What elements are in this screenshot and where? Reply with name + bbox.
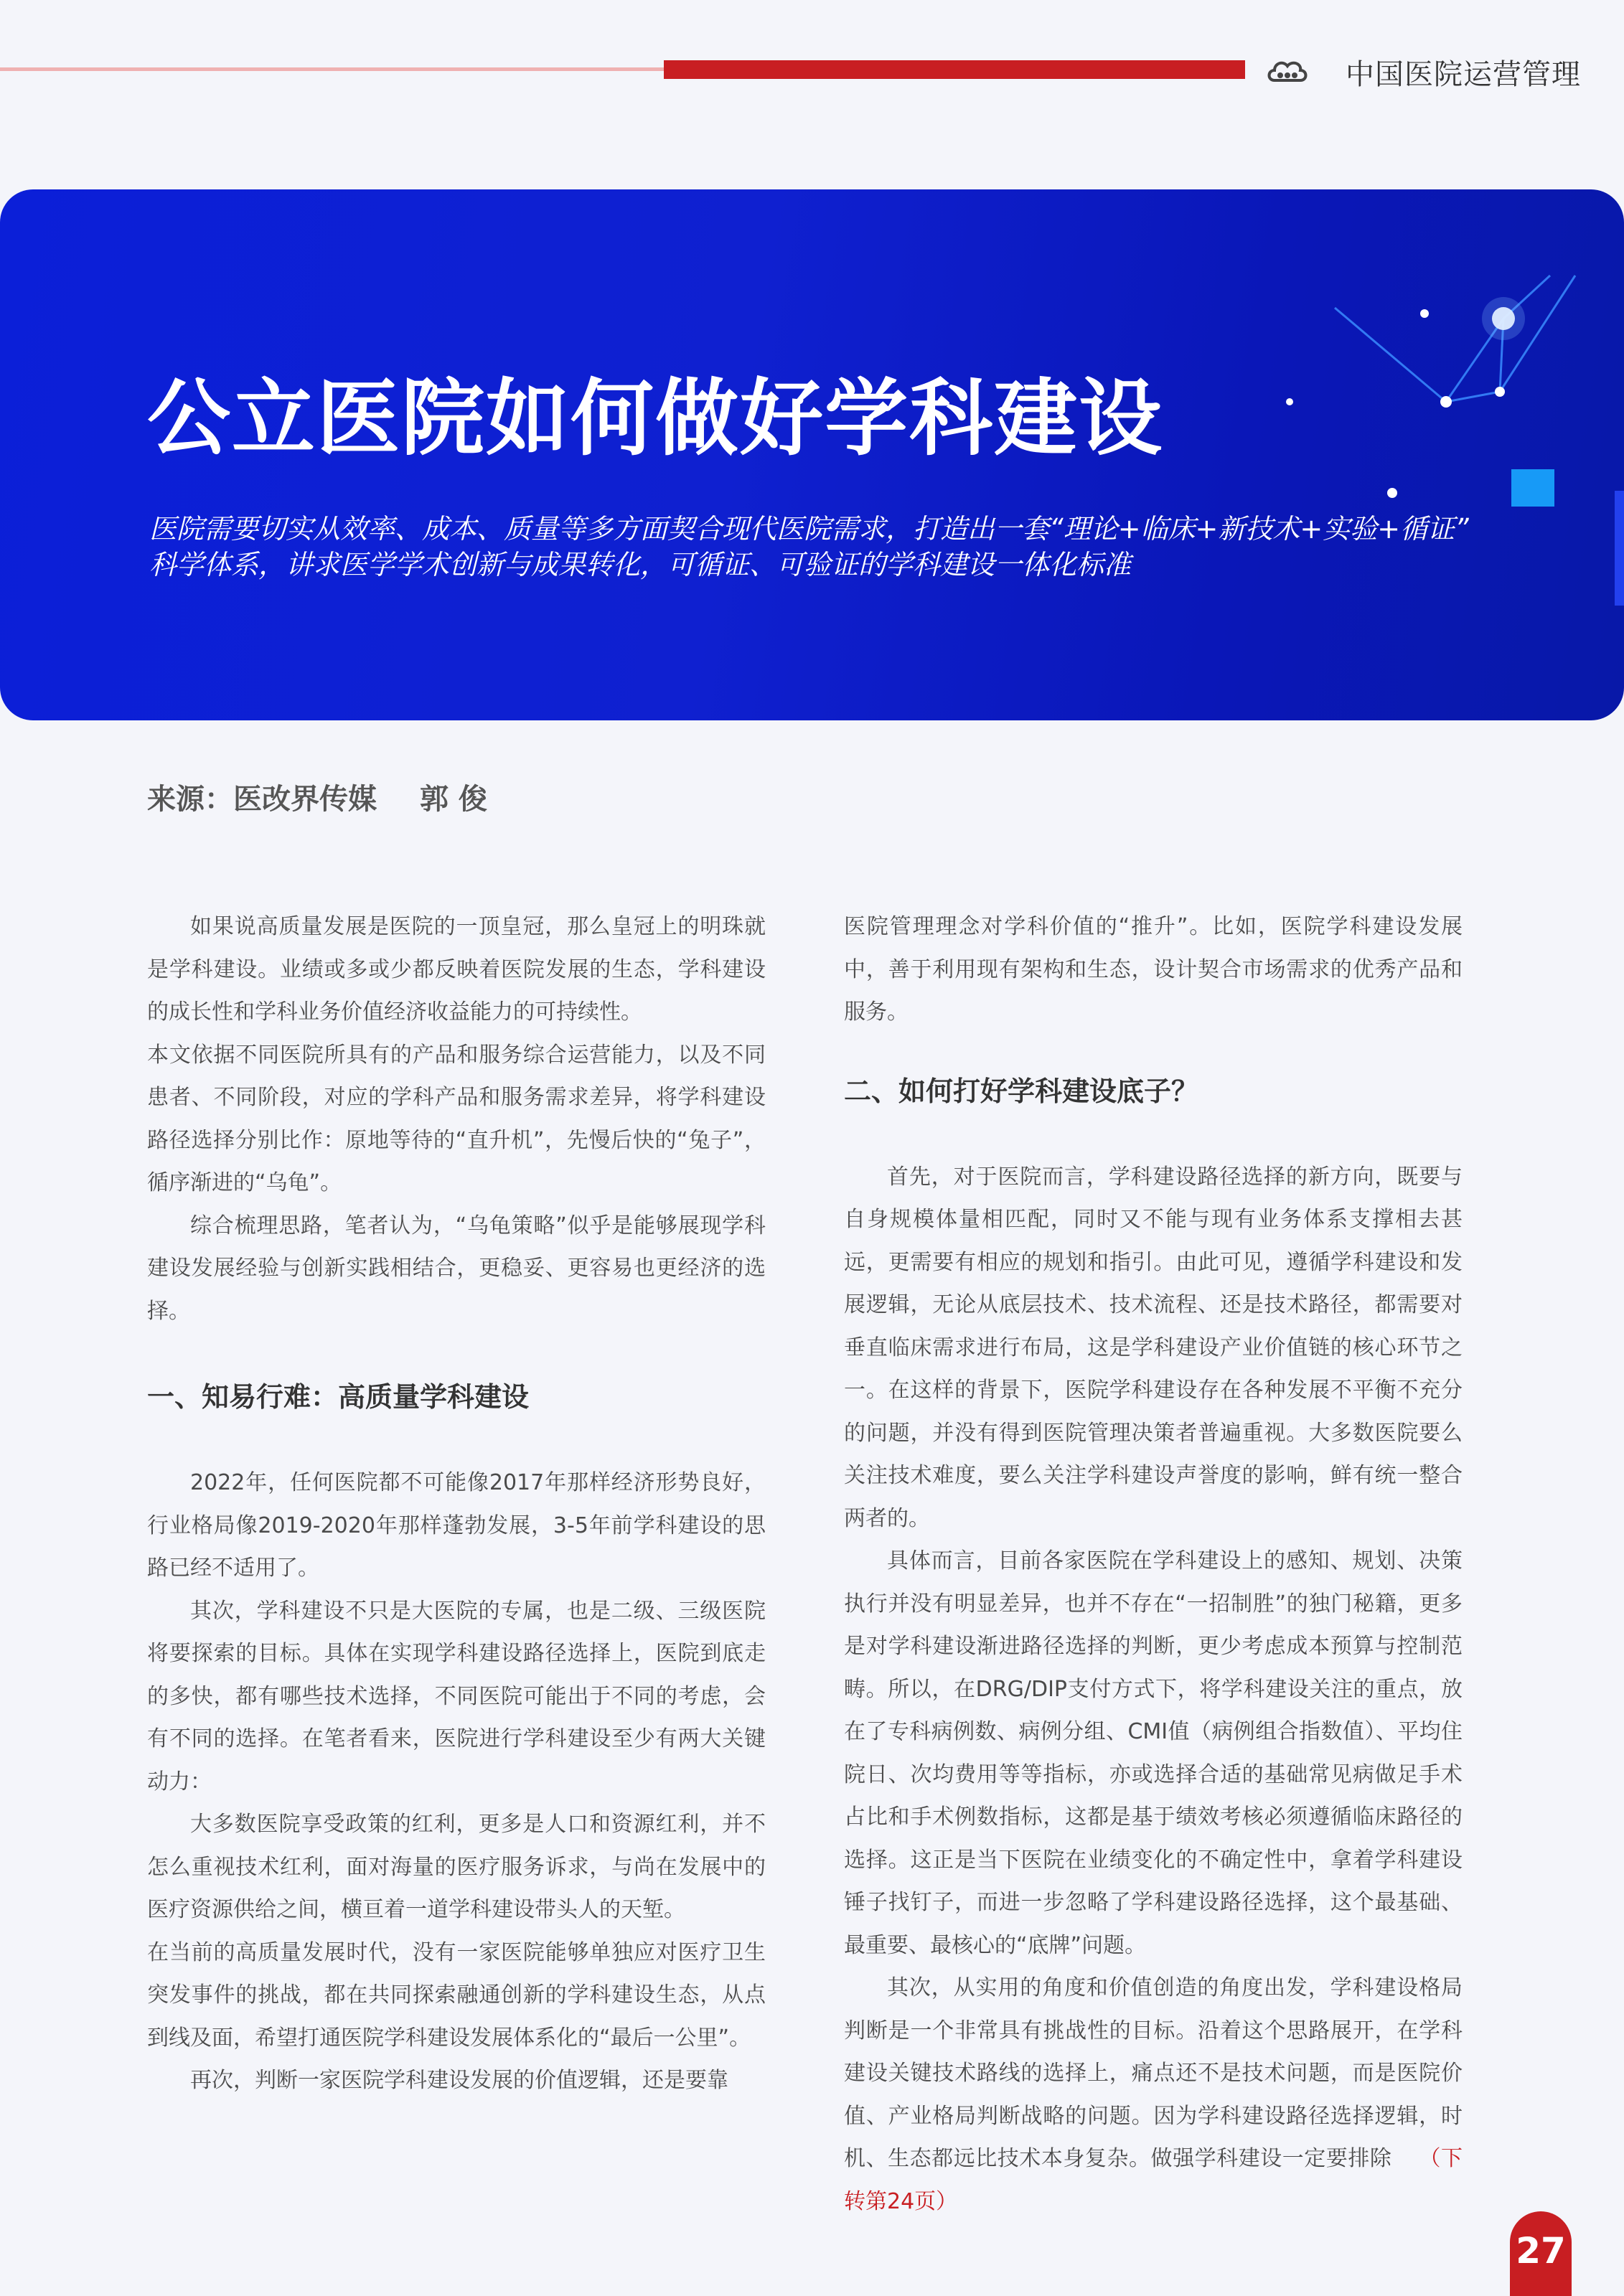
- subtitle-line: 科学体系，讲求医学学术创新与成果转化，可循证、可验证的学科建设一体化标准: [149, 549, 1132, 580]
- title-banner: [0, 189, 1624, 720]
- paragraph: 具体而言，目前各家医院在学科建设上的感知、规划、决策执行并没有明显差异，也并不存在“一招制胜”的独门秘籍，更多是对学科建设渐进路径选择的判断，更少考虑成本预算与控制范畴。所以，在DRG/DIP支付方式下，将学科建设关注的重点，放在了专科病例数、病例分组、CMI值（病例组合指数值）、平均住院日、次均费用等等指标，亦或选择合适的基础常见病做足手术占比和手术例数指标，这都是基于绩效考核必须遵循临床路径的选择。这正是当下医院在业绩变化的不确定性中，拿着学科建设锤子找钉子，而进一步忽略了学科建设路径选择，这个最基础、最重要、最核心的“底牌”问题。: [844, 1548, 1463, 1958]
- section-heading: 二、如何打好学科建设底子？: [844, 1075, 1199, 1107]
- continued-link[interactable]: （下转第24页）: [844, 2146, 1463, 2214]
- article-source: [147, 776, 487, 817]
- section-heading: 一、知易行难：高质量学科建设: [147, 1381, 530, 1413]
- header-rule-thick: [664, 60, 1245, 79]
- paragraph: 如果说高质量发展是医院的一顶皇冠，那么皇冠上的明珠就是学科建设。业绩或多或少都反映着医院发展的生态，学科建设的成长性和学科业务价值经济收益能力的可持续性。: [147, 914, 766, 1025]
- paragraph: 综合梳理思路，笔者认为，“乌龟策略”似乎是能够展现学科建设发展经验与创新实践相结合，更稳妥、更容易也更经济的选择。: [147, 1213, 766, 1324]
- paragraph: [844, 1967, 1463, 2223]
- subtitle-line: 医院需要切实从效率、成本、质量等多方面契合现代医院需求，打造出一套“理论+临床+新技术+实验+循证”: [149, 513, 1469, 545]
- article-title: 公立医院如何做好学科建设: [147, 370, 1163, 467]
- left-column: [147, 905, 766, 2102]
- author-name: 郭 俊: [420, 783, 487, 816]
- paragraph: 本文依据不同医院所具有的产品和服务综合运营能力，以及不同患者、不同阶段，对应的学科产品和服务需求差异，将学科建设路径选择分别比作：原地等待的“直升机”，先慢后快的“兔子”，循序渐进的“乌龟”。: [147, 1042, 766, 1195]
- paragraph: 医院管理理念对学科价值的“推升”。比如，医院学科建设发展中，善于利用现有架构和生态，设计契合市场需求的优秀产品和服务。: [844, 914, 1463, 1025]
- right-column: [844, 905, 1463, 2223]
- paragraph: 首先，对于医院而言，学科建设路径选择的新方向，既要与自身规模体量相匹配，同时又不能与现有业务体系支撑相去甚远，更需要有相应的规划和指引。由此可见，遵循学科建设和发展逻辑，无论从底层技术、技术流程、还是技术路径，都需要对垂直临床需求进行布局，这是学科建设产业价值链的核心环节之一。在这样的背景下，医院学科建设存在各种发展不平衡不充分的问题，并没有得到医院管理决策者普遍重视。大多数医院要么关注技术难度，要么关注学科建设声誉度的影响，鲜有统一整合两者的。: [844, 1164, 1463, 1531]
- paragraph: 大多数医院享受政策的红利，更多是人口和资源红利，并不怎么重视技术红利，面对海量的医疗服务诉求，与尚在发展中的医疗资源供给之间，横亘着一道学科建设带头人的天堑。: [147, 1812, 766, 1922]
- cloud-logo-icon: [1264, 53, 1310, 88]
- brand-name: 中国医院运营管理: [1346, 58, 1581, 91]
- paragraph: 在当前的高质量发展时代，没有一家医院能够单独应对医疗卫生突发事件的挑战，都在共同探索融通创新的学科建设生态，从点到线及面，希望打通医院学科建设发展体系化的“最后一公里”。: [147, 1939, 766, 2051]
- header-rule-thin: [0, 67, 664, 71]
- page-number: 27: [1510, 2211, 1572, 2296]
- paragraph-text: 其次，从实用的角度和价值创造的角度出发，学科建设格局判断是一个非常具有挑战性的目标。沿着这个思路展开，在学科建设关键技术路线的选择上，痛点还不是技术问题，而是医院价值、产业格局判断战略的问题。因为学科建设路径选择逻辑，时机、生态都远比技术本身复杂。做强学科建设一定要排除: [844, 1975, 1463, 2171]
- paragraph: 其次，学科建设不只是大医院的专属，也是二级、三级医院将要探索的目标。具体在实现学科建设路径选择上，医院到底走的多快，都有哪些技术选择，不同医院可能出于不同的考虑，会有不同的选择。在笔者看来，医院进行学科建设至少有两大关键动力：: [147, 1598, 766, 1794]
- paragraph: 再次，判断一家医院学科建设发展的价值逻辑，还是要靠: [190, 2068, 728, 2093]
- paragraph: 2022年，任何医院都不可能像2017年那样经济形势良好，行业格局像2019-2020年那样蓬勃发展，3-5年前学科建设的思路已经不适用了。: [147, 1470, 766, 1581]
- article-subtitle: [149, 511, 1513, 583]
- source-label: 来源：医改界传媒: [147, 783, 377, 816]
